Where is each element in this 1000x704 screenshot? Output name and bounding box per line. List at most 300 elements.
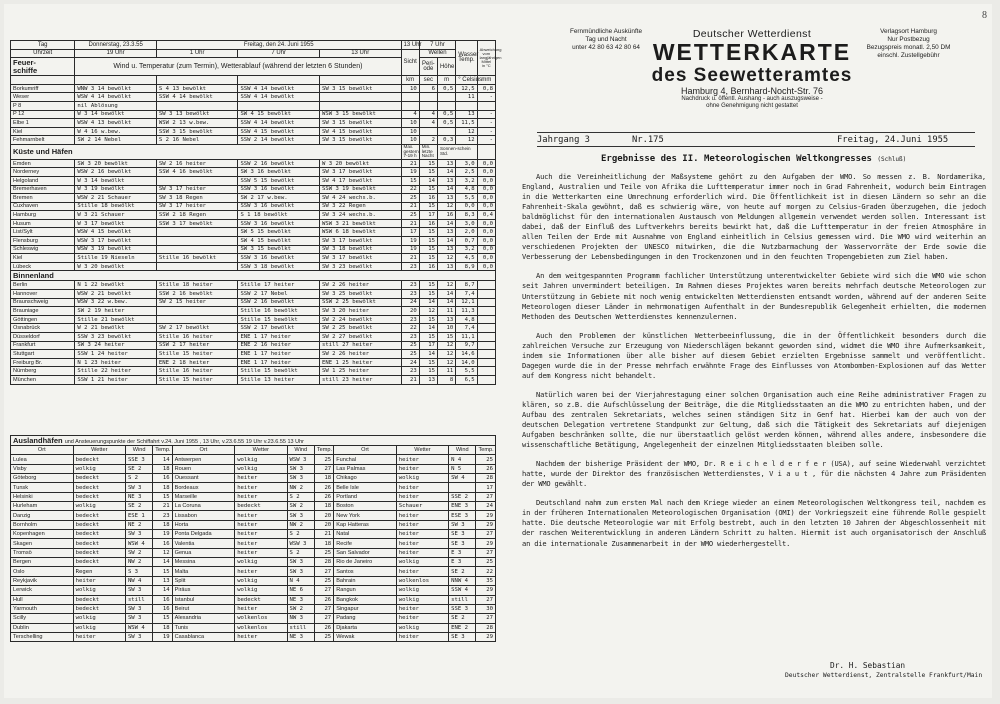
article-heading	[601, 154, 906, 164]
port-row	[11, 539, 496, 548]
station-row	[11, 358, 496, 367]
station-name: Stuttgart	[11, 350, 75, 359]
observation-cell: S 2 16 Nebel	[156, 136, 238, 145]
author-name: Dr. H. Sebastian	[830, 661, 906, 670]
port-wind: NE 6	[287, 586, 314, 595]
value-cell: 0,0	[477, 194, 495, 203]
value-cell	[419, 93, 437, 102]
reprint-note: Nachdruck u. öffentl. Aushang - auch auszugsweise -	[681, 96, 823, 102]
aus-col-header: Wind	[287, 446, 314, 455]
port-row	[11, 567, 496, 576]
observation-cell: WSW 4 13 bewölkt	[75, 119, 157, 128]
contact-phone: unter 42 80 63 42 80 64	[572, 44, 640, 51]
port-weather: bedeckt	[73, 492, 125, 501]
port-weather: heiter	[396, 511, 448, 520]
value-cell: 23	[401, 315, 419, 324]
port-name: Funchal	[334, 455, 397, 464]
port-wind: SW 3	[125, 586, 152, 595]
station-row	[11, 290, 496, 299]
value-cell: 10	[401, 119, 419, 128]
value-cell: 19	[401, 237, 419, 246]
value-cell: 3,2	[456, 245, 477, 254]
observation-cell: N 1 22 bewölkt	[75, 281, 157, 290]
observation-cell: SW 3 13 bewölkt	[156, 110, 238, 119]
port-wind: NW 2	[287, 520, 314, 529]
port-weather: wolkig	[235, 558, 287, 567]
feuerschiffe-title-1: Feuer-	[13, 57, 36, 67]
observation-cell: SW 3 15 bewölkt	[319, 84, 401, 93]
value-cell: 16	[419, 194, 437, 203]
value-cell: 25	[401, 341, 419, 350]
port-name: Oslo	[11, 567, 74, 576]
observation-cell: W 3 20 bewölkt	[319, 159, 401, 168]
port-weather: bedeckt	[73, 520, 125, 529]
observation-cell: ENE 2 16 heiter	[238, 341, 320, 350]
value-cell: 5,5	[456, 194, 477, 203]
value-cell: 4,5	[456, 254, 477, 263]
port-wind: NW 3	[287, 614, 314, 623]
value-cell: 17	[419, 211, 437, 220]
port-wind: still	[125, 595, 152, 604]
feuerschiffe-title-2: schiffe	[13, 65, 38, 75]
port-weather: heiter	[235, 632, 287, 641]
station-row	[11, 307, 496, 316]
paragraph: Deutschland nahm zum ersten Mal nach dem Kriege wieder an einem Meteorologischen Weltkongress teil, nachdem es in der früheren Internationalen Meteorologischen Organisation (OMI) der Vorkriegszeit eine führende Rolle gespielt hatte. Die deutsche Meteorologie war mit Erfolg bestrebt, auch in den letzten 10 Jahren der Abgeschlossenheit mit der raschen Weiterentwicklung in anderen Ländern Schritt zu halten. Hiermit ist auch organisatorisch der Anschluß an die internationale Zusammenarbeit in der WMO wiederhergestellt.	[522, 498, 986, 548]
port-wind: ENE 2	[449, 623, 476, 632]
port-row	[11, 511, 496, 520]
value-cell: 0,0	[477, 219, 495, 228]
port-temp: 25	[314, 632, 333, 641]
value-cell: 3,0	[456, 159, 477, 168]
paragraph: Natürlich waren bei der Vierjahrestagung einer solchen Organisation auch eine Reihe administrativer Fragen zu klären, so z.B. die Aufschlüsselung der Beiträge, die die Mitgliedsstaaten an die WMO zu entrichten haben, und der Aufbau des zentralen Sekretariats, welches seinen ständigen Sitz in Genf hat. Hierbei kam der auch von der deutschen Delegation vertretene Standpunkt zur Geltung, daß sich die Tätigkeit des Sekretariats auf diejenigen Aufgaben beschränken sollte, die nur überstaatlich gelöst werden können, während alles andere, insbesondere die wissenschaftliche Betätigung, Angelegenheit der einzelnen Mitgliedsstaaten bleiben solle.	[522, 389, 986, 450]
aus-col-header: Wind	[449, 446, 476, 455]
port-temp: 27	[314, 586, 333, 595]
reprint-note-2: ohne Genehmigung nicht gestattet	[706, 103, 798, 109]
value-cell	[477, 341, 495, 350]
observation-cell: SSW 2 14 bewölkt	[238, 136, 320, 145]
port-name: Ponta Delgada	[172, 530, 235, 539]
port-name: Horta	[172, 520, 235, 529]
observation-cell: SSW 2 17 Nebel	[238, 290, 320, 299]
station-row	[11, 176, 496, 185]
port-wind: SW 3	[287, 511, 314, 520]
observation-cell: WSW 3 22 w.bew.	[75, 298, 157, 307]
observation-cell: SSW 3 18 bewölkt	[238, 262, 320, 271]
port-temp: 18	[153, 464, 172, 473]
port-wind: ESE 1	[125, 511, 152, 520]
value-cell: -	[477, 136, 495, 145]
port-wind: S 2	[287, 492, 314, 501]
station-row	[11, 127, 496, 136]
observation-cell: SW 3 17 bewölkt	[319, 168, 401, 177]
port-weather: wolkig	[73, 586, 125, 595]
value-cell: 16	[437, 211, 455, 220]
value-cell: 12	[456, 127, 477, 136]
observation-cell: SW 3 15 bewölkt	[319, 119, 401, 128]
port-wind: SE 2	[125, 502, 152, 511]
port-weather: bedeckt	[73, 595, 125, 604]
col-7uhr-label: 7 Uhr	[419, 41, 455, 50]
port-temp: 29	[476, 520, 496, 529]
value-cell: 13	[437, 176, 455, 185]
port-name: La Coruna	[172, 502, 235, 511]
value-cell: 11,1	[456, 333, 477, 342]
value-cell: 0,0	[477, 245, 495, 254]
value-cell	[477, 375, 495, 384]
observation-cell: N 1 23 heiter	[75, 358, 157, 367]
observation-cell: Stille 16 heiter	[156, 333, 238, 342]
port-row	[11, 548, 496, 557]
port-weather: heiter	[235, 530, 287, 539]
port-wind: SW 2	[125, 548, 152, 557]
port-weather: heiter	[396, 539, 448, 548]
observation-cell: Stille 16 bewölkt	[156, 254, 238, 263]
port-weather: heiter	[73, 632, 125, 641]
value-cell: 11	[456, 93, 477, 102]
station-name: Helgoland	[11, 176, 75, 185]
value-cell: 13	[419, 375, 437, 384]
observation-cell: SW 3 18 bewölkt	[319, 245, 401, 254]
masthead-publishing	[846, 28, 971, 60]
value-cell: 4	[419, 119, 437, 128]
port-wind: NE 2	[125, 520, 152, 529]
station-name: Cuxhaven	[11, 202, 75, 211]
port-wind: ESE 3	[449, 511, 476, 520]
port-weather: bedeckt	[73, 548, 125, 557]
port-wind: NW 2	[125, 558, 152, 567]
port-name: Tromsö	[11, 548, 74, 557]
value-cell: 13	[437, 228, 455, 237]
port-name: Boston	[334, 502, 397, 511]
port-temp: 28	[476, 623, 496, 632]
port-weather: heiter	[235, 511, 287, 520]
port-row	[11, 464, 496, 473]
value-cell: 21	[401, 219, 419, 228]
port-temp: 22	[476, 567, 496, 576]
value-cell: 19	[401, 168, 419, 177]
station-name: Kiel	[11, 127, 75, 136]
port-name: San Salvador	[334, 548, 397, 557]
value-cell: 15	[419, 333, 437, 342]
port-weather: wolkig	[73, 614, 125, 623]
value-cell: 12	[437, 281, 455, 290]
port-name: Ouessant	[172, 474, 235, 483]
value-cell: 21	[401, 202, 419, 211]
value-cell: 7,4	[456, 290, 477, 299]
page-mark: 8	[982, 10, 987, 21]
value-cell: 4	[419, 110, 437, 119]
observation-cell: SW 2 19 heiter	[75, 307, 157, 316]
aus-col-header: Wetter	[235, 446, 287, 455]
port-wind: NW 2	[287, 483, 314, 492]
port-temp: 26	[314, 623, 333, 632]
observation-cell	[319, 101, 401, 110]
port-temp: 15	[153, 614, 172, 623]
port-temp: 27	[314, 464, 333, 473]
value-cell: 12,1	[456, 298, 477, 307]
station-name: Hannover	[11, 290, 75, 299]
station-row	[11, 101, 496, 110]
value-cell: 0,0	[477, 202, 495, 211]
value-cell: 15	[419, 185, 437, 194]
port-wind: SE 3	[449, 530, 476, 539]
station-name: Göttingen	[11, 315, 75, 324]
observation-cell: SW 3 24 heiter	[75, 341, 157, 350]
value-cell: 10	[437, 324, 455, 333]
paragraph: Auch den Problemen der künstlichen Wetterbeeinflussung, die in der Öffentlichkeit besonders durch die zahlreichen Versuche zur Erzeugung von Niederschlägen bekannt geworden sind, widmet die WMO ihre Aufmerksamkeit, indem sie Informationen über alle bisher auf diesem Gebiet erzielten Ergebnisse sammelt und veröffentlicht. Dagegen wurde die in der Presse mehrfach erwähnte Frage des Einflusses von Atombomben-Explosionen auf das Wetter auf dem Kongress nicht behandelt.	[522, 330, 986, 380]
value-cell: 2,5	[456, 168, 477, 177]
issue-number: Nr.175	[632, 135, 664, 145]
port-temp: 15	[153, 567, 172, 576]
station-row	[11, 159, 496, 168]
station-name: Borkumriff	[11, 84, 75, 93]
port-temp: 21	[153, 502, 172, 511]
observation-cell: WSW 2 13 w.bew.	[156, 119, 238, 128]
port-name: Lissabon	[172, 511, 235, 520]
aus-col-header: Ort	[172, 446, 235, 455]
port-wind: WSW 4	[125, 539, 152, 548]
port-temp: 35	[476, 576, 496, 585]
port-wind: SW 3	[125, 614, 152, 623]
observation-cell: SW 2 14 Nebel	[75, 136, 157, 145]
value-cell: 0,3	[437, 136, 455, 145]
value-cell: 21	[401, 159, 419, 168]
value-cell: 4,8	[456, 315, 477, 324]
port-temp: 25	[314, 548, 333, 557]
observation-cell	[156, 262, 238, 271]
time-1uhr: 1 Uhr	[156, 49, 238, 58]
port-row	[11, 558, 496, 567]
port-name: Bornholm	[11, 520, 74, 529]
kueste-col-header: Min. letzte Nacht	[419, 144, 437, 159]
value-cell: 20	[401, 307, 419, 316]
observation-cell: W 3 14 bewölkt	[75, 176, 157, 185]
station-row	[11, 245, 496, 254]
port-weather: wolkig	[396, 623, 448, 632]
observation-cell	[156, 228, 238, 237]
port-temp: 18	[153, 520, 172, 529]
observation-cell: SW 4 15 bewölkt	[238, 237, 320, 246]
value-cell: 13	[437, 159, 455, 168]
value-cell: 14,6	[456, 350, 477, 359]
station-name: Lübeck	[11, 262, 75, 271]
port-temp: 27	[476, 614, 496, 623]
observation-cell	[319, 93, 401, 102]
port-temp: 28	[476, 474, 496, 483]
value-cell: 12	[437, 202, 455, 211]
port-wind: WSW 3	[287, 539, 314, 548]
port-weather: heiter	[235, 539, 287, 548]
station-name: Emden	[11, 159, 75, 168]
port-weather: bedeckt	[73, 558, 125, 567]
port-name: Valentia	[172, 539, 235, 548]
port-temp: 14	[153, 586, 172, 595]
kueste-section-title: Küste und Häfen	[11, 144, 402, 159]
port-temp: 27	[314, 614, 333, 623]
observation-cell: SSW 2 16 bewölkt	[156, 290, 238, 299]
aus-col-header: Ort	[334, 446, 397, 455]
port-temp: 16	[153, 604, 172, 613]
port-row	[11, 586, 496, 595]
port-wind: NNW 4	[449, 576, 476, 585]
port-weather: heiter	[235, 474, 287, 483]
port-wind: SW 2	[287, 502, 314, 511]
port-name: Beirut	[172, 604, 235, 613]
port-wind: SE 3	[449, 632, 476, 641]
value-cell: 9,7	[456, 341, 477, 350]
station-row	[11, 333, 496, 342]
port-temp: 29	[476, 511, 496, 520]
observation-cell: Stille 16 bewölkt	[238, 307, 320, 316]
observation-cell: Stille 17 heiter	[238, 281, 320, 290]
hoehe-unit: m	[437, 76, 455, 85]
port-temp: 14	[153, 558, 172, 567]
value-cell: 14	[419, 298, 437, 307]
value-cell: 13	[437, 245, 455, 254]
port-wind: SW 3	[125, 483, 152, 492]
value-cell: 0,0	[477, 237, 495, 246]
port-row	[11, 623, 496, 632]
publishing-line: einschl. Zustellgebühr	[877, 52, 940, 59]
port-temp: 19	[153, 530, 172, 539]
port-weather: heiter	[396, 483, 448, 492]
observation-cell: Stille 16 heiter	[156, 367, 238, 376]
port-weather: heiter	[396, 455, 448, 464]
value-cell: 8,3	[456, 211, 477, 220]
value-cell: 15	[419, 245, 437, 254]
port-wind: S 2	[125, 474, 152, 483]
port-weather: heiter	[396, 530, 448, 539]
port-weather: heiter	[73, 576, 125, 585]
port-name: Helsinki	[11, 492, 74, 501]
observation-cell: WNW 3 14 bewölkt	[75, 84, 157, 93]
observation-cell: Stille 15 heiter	[156, 375, 238, 384]
observation-cell: ENE 2 18 heiter	[156, 358, 238, 367]
port-name: Djakarta	[334, 623, 397, 632]
observation-cell: SSW 2 18 Regen	[156, 211, 238, 220]
port-name: Hull	[11, 595, 74, 604]
port-weather: Regen	[73, 567, 125, 576]
port-name: Wewak	[334, 632, 397, 641]
value-cell	[419, 127, 437, 136]
value-cell: -	[477, 93, 495, 102]
address: Hamburg 4, Bernhard-Nocht-Str. 76	[680, 86, 824, 96]
port-temp: 26	[476, 464, 496, 473]
value-cell	[477, 298, 495, 307]
value-cell	[477, 315, 495, 324]
port-temp: 25	[314, 576, 333, 585]
station-row	[11, 350, 496, 359]
port-name: Marseille	[172, 492, 235, 501]
port-weather: wolkig	[396, 558, 448, 567]
observation-cell: ENE 1 17 heiter	[238, 358, 320, 367]
value-cell	[437, 93, 455, 102]
abweichung-header: Abweichung vom langjährigen Mittel in °C	[477, 41, 495, 76]
port-weather: bedeckt	[73, 604, 125, 613]
port-weather: heiter	[235, 520, 287, 529]
value-cell	[477, 281, 495, 290]
port-weather: heiter	[396, 548, 448, 557]
value-cell: 8,7	[456, 281, 477, 290]
port-name: Göteborg	[11, 474, 74, 483]
observation-cell: SSW 3 23 bewölkt	[75, 333, 157, 342]
value-cell: 15	[419, 202, 437, 211]
observation-cell: SW 2 25 bewölkt	[319, 324, 401, 333]
kueste-section	[11, 144, 496, 159]
value-cell: 15	[419, 315, 437, 324]
port-name: Belle Isle	[334, 483, 397, 492]
observation-cell: SW 2 24 bewölkt	[319, 315, 401, 324]
station-row	[11, 84, 496, 93]
port-temp: 12	[153, 548, 172, 557]
observation-cell: W 4 16 w.bew.	[75, 127, 157, 136]
port-name: Alexandria	[172, 614, 235, 623]
port-wind	[449, 483, 476, 492]
value-cell	[477, 324, 495, 333]
port-wind: SW 3	[287, 464, 314, 473]
article-body	[522, 172, 986, 558]
value-cell: 10	[401, 127, 419, 136]
port-temp: 14	[153, 455, 172, 464]
value-cell	[477, 367, 495, 376]
observation-cell: SW 2 17 bewölkt	[156, 324, 238, 333]
port-name: Lerwick	[11, 586, 74, 595]
station-name: München	[11, 375, 75, 384]
station-name: List/Sylt	[11, 228, 75, 237]
port-temp: 18	[314, 502, 333, 511]
value-cell: 22	[401, 185, 419, 194]
observation-cell: SSW 4 14 bewölkt	[238, 119, 320, 128]
port-name: Genua	[172, 548, 235, 557]
document-sheet	[4, 4, 992, 698]
port-wind: SE 2	[449, 614, 476, 623]
paragraph: Nachdem der bisherige Präsident der WMO, Dr. R e i c h e l d e r f e r (USA), auf seine Wiederwahl verzichtet hatte, wurde der Direktor des französischen Wetterdienstes, V i a u t , für die nächsten 4 Jahre zum Präsidenten der WMO gewählt.	[522, 459, 986, 489]
observation-cell: W 2 21 bewölkt	[75, 324, 157, 333]
contact-line: Tag und Nacht	[585, 36, 627, 43]
sicht-header: Sicht	[401, 49, 419, 76]
station-name: Brauniage	[11, 307, 75, 316]
observation-cell: SSW 4 14 bewölkt	[156, 93, 238, 102]
observation-cell: SSW 2 16 bewölkt	[238, 159, 320, 168]
value-cell: 15	[419, 358, 437, 367]
article-title-suffix: (Schluß)	[877, 156, 907, 163]
station-name: Norderney	[11, 168, 75, 177]
value-cell: -	[477, 110, 495, 119]
wasser-header: Wasser Temp.	[456, 41, 477, 76]
port-name: Kap Hatteras	[334, 520, 397, 529]
value-cell: 6,5	[456, 375, 477, 384]
observation-cell	[156, 245, 238, 254]
observation-cell: W 3 21 Schauer	[75, 211, 157, 220]
organization: Deutscher Wetterdienst	[692, 28, 812, 40]
observation-cell	[156, 237, 238, 246]
value-cell: 4,8	[456, 185, 477, 194]
port-temp: 27	[476, 595, 496, 604]
value-cell: 23	[401, 281, 419, 290]
station-name: Nürnberg	[11, 367, 75, 376]
station-name: Elbe 1	[11, 119, 75, 128]
value-cell: 14	[437, 185, 455, 194]
station-row	[11, 237, 496, 246]
port-temp: 25	[314, 455, 333, 464]
observation-cell: SW 3 15 bewölkt	[319, 136, 401, 145]
port-temp: 29	[476, 586, 496, 595]
value-cell: 13	[456, 110, 477, 119]
port-wind: still	[449, 595, 476, 604]
observation-cell: ENE 1 25 heiter	[319, 358, 401, 367]
value-cell: 0,5	[437, 119, 455, 128]
observation-cell: SSW 3 16 bewölkt	[238, 202, 320, 211]
